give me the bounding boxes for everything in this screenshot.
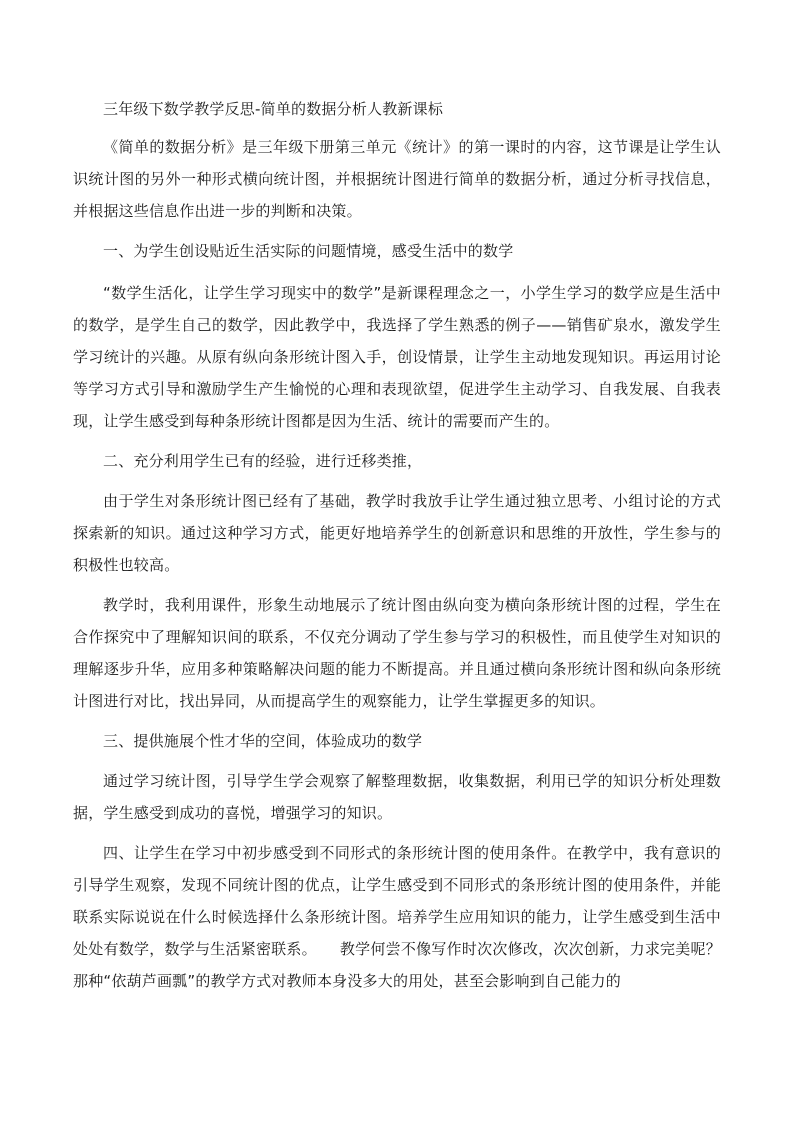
section-2-paragraph-1: 由于学生对条形统计图已经有了基础，教学时我放手让学生通过独立思考、小组讨论的方式探索新的知识。通过这种学习方式，能更好地培养学生的创新意识和思维的开放性，学生参与的积极性也较高。 — [73, 492, 721, 574]
section-1-heading: 一、为学生创设贴近生活实际的问题情境，感受生活中的数学 — [103, 242, 514, 260]
section-3-paragraph: 通过学习统计图，引导学生学会观察了解整理数据，收集数据，利用已学的知识分析处理数据，学生感受到成功的喜悦，增强学习的知识。 — [73, 772, 721, 822]
intro-paragraph: 《简单的数据分析》是三年级下册第三单元《统计》的第一课时的内容，这节课是让学生认识统计图的另外一种形式横向统计图，并根据统计图进行简单的数据分析，通过分析寻找信息，并根据这些信息作出进一步的判断和决策。 — [73, 138, 721, 220]
section-2-heading: 二、充分利用学生已有的经验，进行迁移类推， — [103, 452, 423, 470]
document-body — [73, 93, 721, 997]
document-title: 三年级下数学教学反思-简单的数据分析人教新课标 — [103, 100, 444, 118]
section-3-heading: 三、提供施展个性才华的空间，体验成功的数学 — [103, 732, 423, 750]
section-1-paragraph: “数学生活化，让学生学习现实中的数学”是新课程理念之一，小学生学习的数学应是生活中的数学，是学生自己的数学，因此教学中，我选择了学生熟悉的例子——销售矿泉水，激发学生学习统计的兴趣。从原有纵向条形统计图入手，创设情景，让学生主动地发现知识。再运用讨论等学习方式引导和激励学生产生愉悦的心理和表现欲望，促进学生主动学习、自我发展、自我表现，让学生感受到每种条形统计图都是因为生活、统计的需要而产生的。 — [73, 284, 721, 430]
section-4-paragraph: 四、让学生在学习中初步感受到不同形式的条形统计图的使用条件。在教学中，我有意识的引导学生观察，发现不同统计图的优点，让学生感受到不同形式的条形统计图的使用条件，并能联系实际说说在什么时候选择什么条形统计图。培养学生应用知识的能力，让学生感受到生活中处处有数学，数学与生活紧密联系。 教学何尝不像写作时次次修改，次次创新，力求完美呢？那种“依葫芦画瓢”的教学方式对教师本身没多大的用处，甚至会影响到自己能力的 — [73, 844, 721, 990]
section-2-paragraph-2: 教学时，我利用课件，形象生动地展示了统计图由纵向变为横向条形统计图的过程，学生在合作探究中了理解知识间的联系，不仅充分调动了学生参与学习的积极性，而且使学生对知识的理解逐步升华，应用多种策略解决问题的能力不断提高。并且通过横向条形统计图和纵向条形统计图进行对比，找出异同，从而提高学生的观察能力，让学生掌握更多的知识。 — [73, 596, 721, 710]
